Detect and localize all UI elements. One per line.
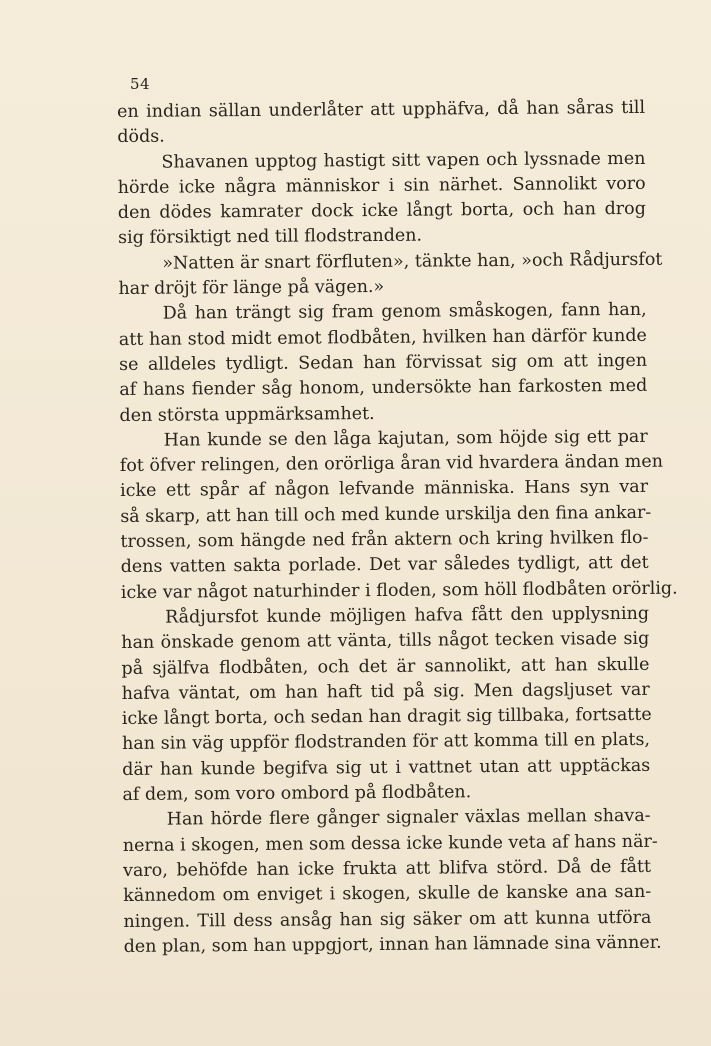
text-line: den dödes kamrater dock icke långt borta, och han drog bbox=[117, 199, 646, 224]
text-line: »Natten är snart förfluten», tänkte han, »och Rådjursfot bbox=[162, 249, 663, 274]
text-line: icke var något naturhinder i floden, som höll flodbåten orörlig. bbox=[120, 578, 678, 603]
text-line: sig försiktigt ned till flodstranden. bbox=[118, 226, 423, 249]
text-line: den plan, som han uppgjort, innan han lämnade sina vänner. bbox=[123, 932, 662, 957]
text-line: af hans fiender såg honom, undersökte han farkosten med bbox=[119, 376, 648, 401]
text-line: se alldeles tydligt. Sedan han förvissat sig om att ingen bbox=[119, 350, 648, 375]
text-line: hafva väntat, om han haft tid på sig. Men dagsljuset var bbox=[121, 679, 650, 704]
text-line: den största uppmärksamhet. bbox=[119, 403, 375, 426]
text-line: så skarp, att han till och med kunde urskilja den fina ankar- bbox=[120, 502, 652, 527]
text-line: kännedom om enviget i skogen, skulle de kanske ana san- bbox=[123, 882, 652, 907]
text-line: trossen, som hängde ned från aktern och kring hvilken flo- bbox=[120, 527, 649, 553]
text-line: på själfva flodbåten, och det är sannolikt, att han skulle bbox=[121, 654, 650, 679]
text-line: icke långt borta, och sedan han dragit sig tillbaka, fortsatte bbox=[121, 704, 652, 730]
text-line: Då han trängt sig fram genom småskogen, fann han, bbox=[162, 300, 647, 325]
text-line: fot öfver relingen, den orörliga åran vid hvardera ändan men bbox=[119, 451, 664, 477]
text-line: där han kunde begifva sig ut i vattnet utan att upptäckas bbox=[122, 755, 651, 780]
text-line: döds. bbox=[117, 126, 165, 148]
text-line: af dem, som voro ombord på flodbåten. bbox=[122, 782, 472, 805]
text-line: har dröjt för länge på vägen.» bbox=[118, 276, 385, 300]
text-line: han sin väg uppför flodstranden för att komma till en plats, bbox=[121, 730, 651, 755]
text-line: Rådjursfot kunde möjligen hafva fått den upplysning bbox=[164, 603, 650, 628]
text-line: Shavanen upptog hastigt sitt vapen och lyssnade men bbox=[161, 148, 646, 173]
text-line: dens vatten sakta porlade. Det var således tydligt, att det bbox=[120, 553, 649, 578]
text-line: en indian sällan underlåter att upphäfva, då han såras till bbox=[117, 97, 646, 122]
body-text bbox=[117, 96, 678, 960]
text-line: Han hörde flere gånger signaler växlas mellan shava- bbox=[166, 806, 651, 830]
text-line: hörde icke några människor i sin närhet. Sannolikt voro bbox=[117, 173, 646, 198]
text-line: Han kunde se den låga kajutan, som höjde sig ett par bbox=[163, 426, 648, 451]
text-line: varo, behöfde han icke frukta att blifva störd. Då de fått bbox=[122, 856, 652, 881]
text-line: han önskade genom att vänta, tills något tecken visade sig bbox=[121, 629, 650, 654]
text-line: icke ett spår af någon lefvande människa. Hans syn var bbox=[119, 477, 649, 502]
text-line: ningen. Till dess ansåg han sig säker om att kunna utföra bbox=[123, 907, 652, 932]
page-number: 54 bbox=[130, 75, 151, 93]
text-line: nerna i skogen, men som dessa icke kunde veta af hans när- bbox=[122, 831, 658, 856]
text-line: att han stod midt emot flodbåten, hvilken han därför kunde bbox=[118, 325, 647, 350]
